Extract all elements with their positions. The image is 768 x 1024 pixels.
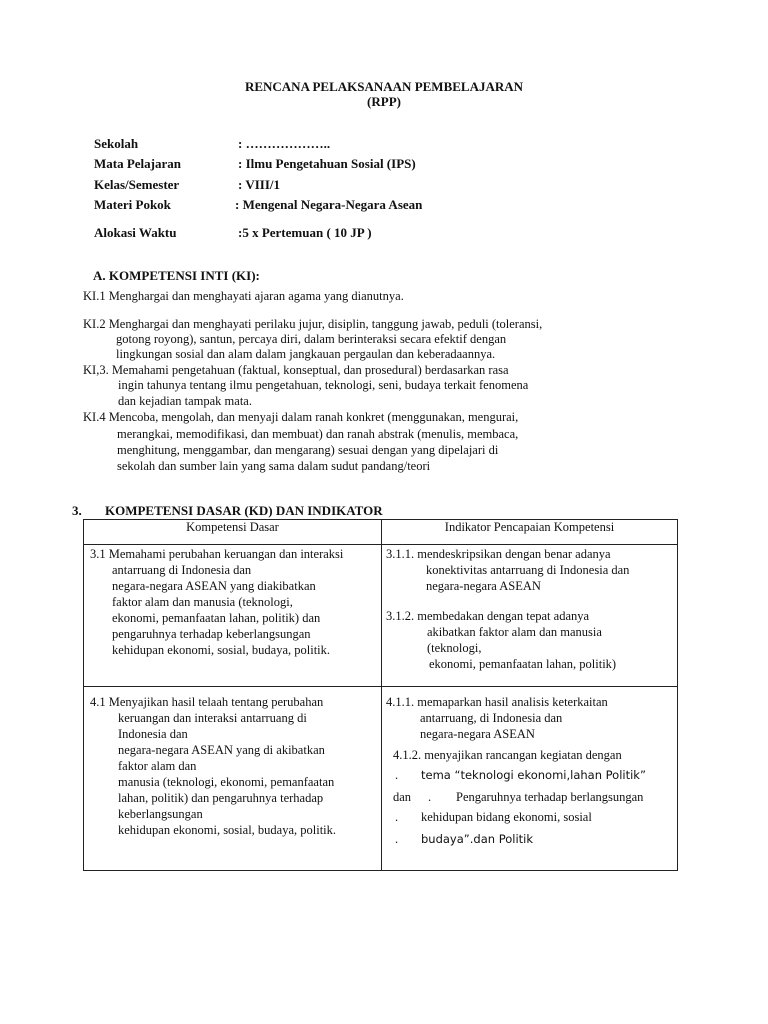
indikator-4-1-1-line: 4.1.1. memaparkan hasil analisis keterkaitan (386, 695, 608, 709)
indikator-3-1-1-line: konektivitas antarruang di Indonesia dan (426, 563, 630, 577)
indikator-4-1-2-line: kehidupan bidang ekonomi, sosial (421, 810, 592, 824)
ki-line: KI.1 Menghargai dan menghayati ajaran agama yang dianutnya. (83, 289, 404, 303)
kd-4-1-line: keruangan dan interaksi antarruang di (118, 711, 307, 725)
indikator-4-1-2-line: Pengaruhnya terhadap berlangsungan (456, 790, 644, 804)
ki-line: KI.2 Menghargai dan menghayati perilaku jujur, disiplin, tanggung jawab, peduli (toleransi, (83, 317, 543, 331)
label-mata-pelajaran: Mata Pelajaran (94, 156, 182, 171)
ki-line: ingin tahunya tentang ilmu pengetahuan, teknologi, seni, budaya terkait fenomena (118, 378, 529, 392)
section-a-heading: A. KOMPETENSI INTI (KI): (93, 268, 260, 283)
kd-3-1-line: negara-negara ASEAN yang diakibatkan (112, 579, 316, 593)
value-materi-pokok: : Mengenal Negara-Negara Asean (235, 197, 423, 212)
label-alokasi-waktu: Alokasi Waktu (94, 225, 177, 240)
value-kelas-semester: : VIII/1 (238, 177, 281, 192)
ki-line: lingkungan sosial dan alam dalam jangkauan pergaulan dan keberadaannya. (116, 347, 496, 361)
indikator-4-1-2-line: tema “teknologi ekonomi,lahan Politik” (421, 768, 646, 782)
ki-line: menghitung, menggambar, dan mengarang) sesuai dengan yang dipelajari di (117, 443, 499, 457)
ki-line: gotong royong), santun, percaya diri, dalam berinteraksi secara efektif dengan (116, 332, 507, 346)
table-column-divider (381, 520, 382, 870)
ki-line: merangkai, memodifikasi, dan membuat) dan ranah abstrak (menulis, membaca, (117, 427, 519, 441)
kd-3-1-line: pengaruhnya terhadap keberlangsungan (112, 627, 311, 641)
indikator-3-1-2-line: akibatkan faktor alam dan manusia (427, 625, 602, 639)
value-mata-pelajaran: : Ilmu Pengetahuan Sosial (IPS) (238, 156, 416, 171)
indikator-4-1-1-line: negara-negara ASEAN (420, 727, 535, 741)
table-row-divider (84, 686, 677, 687)
indikator-3-1-1-line: negara-negara ASEAN (426, 579, 541, 593)
kd-4-1-line: kehidupan ekonomi, sosial, budaya, politik. (118, 823, 337, 837)
value-alokasi-waktu: :5 x Pertemuan ( 10 JP ) (238, 225, 372, 240)
indikator-3-1-2-line: 3.1.2. membedakan dengan tepat adanya (386, 609, 590, 623)
table-row-divider (84, 544, 677, 545)
indikator-3-1-1-line: 3.1.1. mendeskripsikan dengan benar adanya (386, 547, 611, 561)
kd-3-1-line: 3.1 Memahami perubahan keruangan dan interaksi (90, 547, 344, 561)
kd-4-1-line: faktor alam dan (118, 759, 197, 773)
bullet-dot: . (395, 768, 399, 782)
document-subtitle: (RPP) (367, 94, 401, 109)
kd-3-1-line: ekonomi, pemanfaatan lahan, politik) dan (112, 611, 321, 625)
value-sekolah: : ……………….. (238, 136, 331, 151)
kd-4-1-line: negara-negara ASEAN yang di akibatkan (118, 743, 325, 757)
kd-indikator-table (83, 519, 678, 871)
indikator-4-1-2-line: dan (393, 790, 412, 804)
ki-line: KI.4 Mencoba, mengolah, dan menyaji dalam ranah konkret (menggunakan, mengurai, (83, 410, 519, 424)
kd-4-1-line: Indonesia dan (118, 727, 188, 741)
label-kelas-semester: Kelas/Semester (94, 177, 180, 192)
kd-4-1-line: lahan, politik) dan pengaruhnya terhadap (118, 791, 324, 805)
table-header-kompetensi-dasar: Kompetensi Dasar (186, 520, 279, 534)
section-b-heading: KOMPETENSI DASAR (KD) DAN INDIKATOR (105, 503, 383, 518)
kd-3-1-line: kehidupan ekonomi, sosial, budaya, politik. (112, 643, 331, 657)
ki-line: sekolah dan sumber lain yang sama dalam sudut pandang/teori (117, 459, 431, 473)
document-title: RENCANA PELAKSANAAN PEMBELAJARAN (244, 79, 524, 94)
kd-4-1-line: 4.1 Menyajikan hasil telaah tentang perubahan (90, 695, 324, 709)
kd-4-1-line: keberlangsungan (118, 807, 203, 821)
bullet-dot: . (395, 832, 399, 846)
bullet-dot: . (395, 810, 399, 824)
indikator-3-1-2-line: ekonomi, pemanfaatan lahan, politik) (429, 657, 617, 671)
kd-3-1-line: faktor alam dan manusia (teknologi, (112, 595, 293, 609)
bullet-dot: . (428, 790, 432, 804)
indikator-4-1-2-line: budaya”.dan Politik (421, 832, 534, 846)
section-b-number: 3. (72, 503, 82, 518)
kd-4-1-line: manusia (teknologi, ekonomi, pemanfaatan (118, 775, 335, 789)
label-sekolah: Sekolah (94, 136, 139, 151)
indikator-3-1-2-line: (teknologi, (427, 641, 482, 655)
ki-line: dan kejadian tampak mata. (118, 394, 252, 408)
kd-3-1-line: antarruang di Indonesia dan (112, 563, 252, 577)
indikator-4-1-2-line: 4.1.2. menyajikan rancangan kegiatan dengan (393, 748, 622, 762)
indikator-4-1-1-line: antarruang, di Indonesia dan (420, 711, 563, 725)
label-materi-pokok: Materi Pokok (94, 197, 171, 212)
ki-line: KI,3. Memahami pengetahuan (faktual, konseptual, dan prosedural) berdasarkan rasa (83, 363, 509, 377)
table-header-indikator: Indikator Pencapaian Kompetensi (444, 520, 615, 534)
